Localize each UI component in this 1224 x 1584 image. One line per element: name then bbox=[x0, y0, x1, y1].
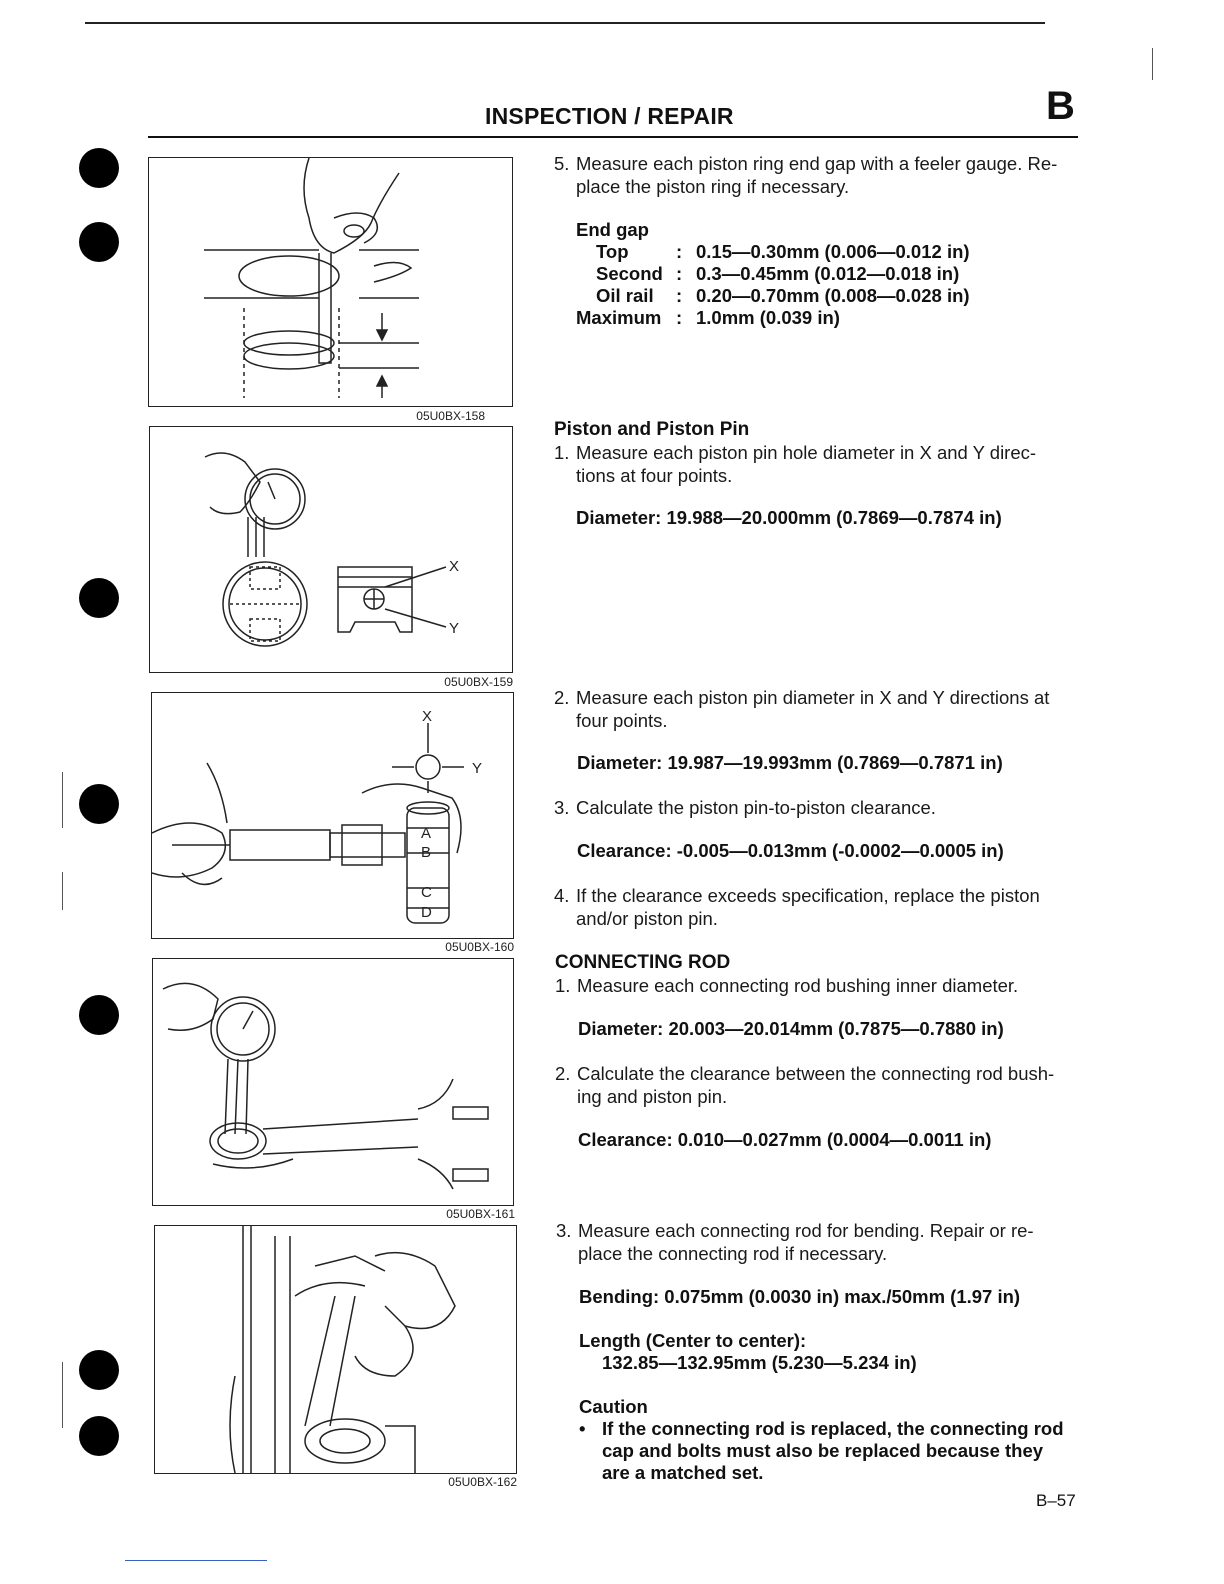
figure-pin-micrometer bbox=[151, 692, 514, 939]
pin-hole-illustration bbox=[150, 427, 512, 672]
gap-value: 0.20—0.70mm (0.008—0.028 in) bbox=[696, 285, 970, 306]
figure-caption: 05U0BX-161 bbox=[446, 1207, 515, 1221]
gap-sep: : bbox=[676, 307, 683, 328]
length-title: Length (Center to center): bbox=[579, 1330, 807, 1351]
axis-label-y: Y bbox=[472, 760, 483, 777]
margin-mark bbox=[62, 772, 63, 828]
spec-length: 132.85—132.95mm (5.230—5.234 in) bbox=[602, 1352, 917, 1373]
gap-label: Top bbox=[596, 241, 629, 262]
page-title: INSPECTION / REPAIR bbox=[485, 103, 734, 129]
rod-bushing-illustration bbox=[153, 959, 513, 1205]
header-rule bbox=[148, 136, 1078, 138]
spec-bending: Bending: 0.075mm (0.0030 in) max./50mm (1.97 in) bbox=[579, 1286, 1021, 1307]
margin-mark bbox=[62, 1362, 63, 1428]
gap-sep: : bbox=[676, 285, 683, 306]
conrod-step-2: 2. Calculate the clearance between the connecting rod bush- ing and piston pin. bbox=[555, 1063, 1055, 1107]
punch-hole bbox=[79, 148, 119, 188]
piston-pin-step-4: 4. If the clearance exceeds specification, replace the piston and/or piston pin. bbox=[554, 885, 1040, 929]
measure-point-a: A bbox=[421, 825, 432, 842]
section-letter: B bbox=[1046, 84, 1075, 128]
figure-caption: 05U0BX-162 bbox=[448, 1475, 517, 1489]
measure-point-d: D bbox=[421, 904, 432, 921]
figure-rod-bending bbox=[154, 1225, 517, 1474]
pin-micrometer-illustration bbox=[152, 693, 513, 938]
spec-pin-diameter: Diameter: 19.987—19.993mm (0.7869—0.7871 in) bbox=[577, 752, 1003, 773]
margin-mark bbox=[1152, 48, 1153, 80]
gap-label: Second bbox=[596, 263, 663, 284]
gap-label: Oil rail bbox=[596, 285, 654, 306]
figure-caption: 05U0BX-158 bbox=[416, 409, 485, 423]
figure-pin-hole-gauge bbox=[149, 426, 513, 673]
punch-hole bbox=[79, 222, 119, 262]
axis-label-x: X bbox=[449, 558, 460, 575]
end-gap-row bbox=[576, 285, 970, 307]
step-5 bbox=[554, 152, 1057, 198]
spec-pin-hole-diameter: Diameter: 19.988—20.000mm (0.7869—0.7874 in) bbox=[576, 507, 1002, 528]
spec-pin-clearance: Clearance: -0.005—0.013mm (-0.0002—0.0005 in) bbox=[577, 840, 1004, 861]
spec-bushing-diameter: Diameter: 20.003—20.014mm (0.7875—0.7880 in) bbox=[578, 1018, 1004, 1039]
figure-ring-end-gap bbox=[148, 157, 513, 407]
piston-pin-step-3: 3. Calculate the piston pin-to-piston clearance. bbox=[554, 797, 936, 818]
gap-value: 0.15—0.30mm (0.006—0.012 in) bbox=[696, 241, 970, 262]
top-rule bbox=[85, 22, 1045, 24]
page-number: B–57 bbox=[1036, 1491, 1076, 1510]
end-gap-title: End gap bbox=[576, 219, 649, 240]
gap-sep: : bbox=[676, 263, 683, 284]
step-number: 5. bbox=[554, 153, 570, 174]
piston-pin-step-2: 2. Measure each piston pin diameter in X and Y directions at four points. bbox=[554, 687, 1050, 731]
punch-hole bbox=[79, 1350, 119, 1390]
punch-hole bbox=[79, 784, 119, 824]
figure-rod-bushing bbox=[152, 958, 514, 1206]
punch-hole bbox=[79, 1416, 119, 1456]
gap-value: 0.3—0.45mm (0.012—0.018 in) bbox=[696, 263, 960, 284]
end-gap-row bbox=[576, 263, 970, 285]
ring-gap-illustration bbox=[149, 158, 512, 406]
gap-value: 1.0mm (0.039 in) bbox=[696, 307, 840, 328]
end-gap-table bbox=[576, 241, 970, 329]
gap-label: Maximum bbox=[576, 307, 662, 328]
axis-label-x: X bbox=[422, 708, 433, 725]
section-heading-piston-pin: Piston and Piston Pin bbox=[554, 419, 750, 440]
caution-title: Caution bbox=[579, 1396, 648, 1417]
figure-caption: 05U0BX-160 bbox=[445, 940, 514, 954]
rod-bending-illustration bbox=[155, 1226, 516, 1473]
section-heading-conrod: CONNECTING ROD bbox=[555, 952, 731, 973]
margin-mark bbox=[62, 872, 63, 910]
figure-caption: 05U0BX-159 bbox=[444, 675, 513, 689]
step-text: Measure each piston ring end gap with a feeler gauge. Re- bbox=[576, 153, 1058, 174]
piston-pin-step-1: 1. Measure each piston pin hole diameter in X and Y direc- tions at four points. bbox=[554, 442, 1037, 486]
step-text: place the piston ring if necessary. bbox=[576, 176, 850, 197]
measure-point-c: C bbox=[421, 884, 432, 901]
bullet-icon: • bbox=[579, 1418, 586, 1439]
gap-sep: : bbox=[676, 241, 683, 262]
end-gap-row bbox=[576, 241, 970, 263]
measure-point-b: B bbox=[421, 844, 432, 861]
conrod-step-3: 3. Measure each connecting rod for bending. Repair or re- place the connecting rod if necessary. bbox=[556, 1220, 1034, 1264]
punch-hole bbox=[79, 995, 119, 1035]
caution-item: • If the connecting rod is replaced, the connecting rod cap and bolts must also be replaced because they are a matched set. bbox=[579, 1418, 1064, 1483]
spec-bushing-clearance: Clearance: 0.010—0.027mm (0.0004—0.0011 in) bbox=[578, 1129, 992, 1150]
punch-hole bbox=[79, 578, 119, 618]
bottom-rule bbox=[125, 1560, 267, 1561]
axis-label-y: Y bbox=[449, 620, 460, 637]
end-gap-row bbox=[576, 307, 970, 329]
conrod-step-1: 1. Measure each connecting rod bushing inner diameter. bbox=[555, 975, 1019, 996]
